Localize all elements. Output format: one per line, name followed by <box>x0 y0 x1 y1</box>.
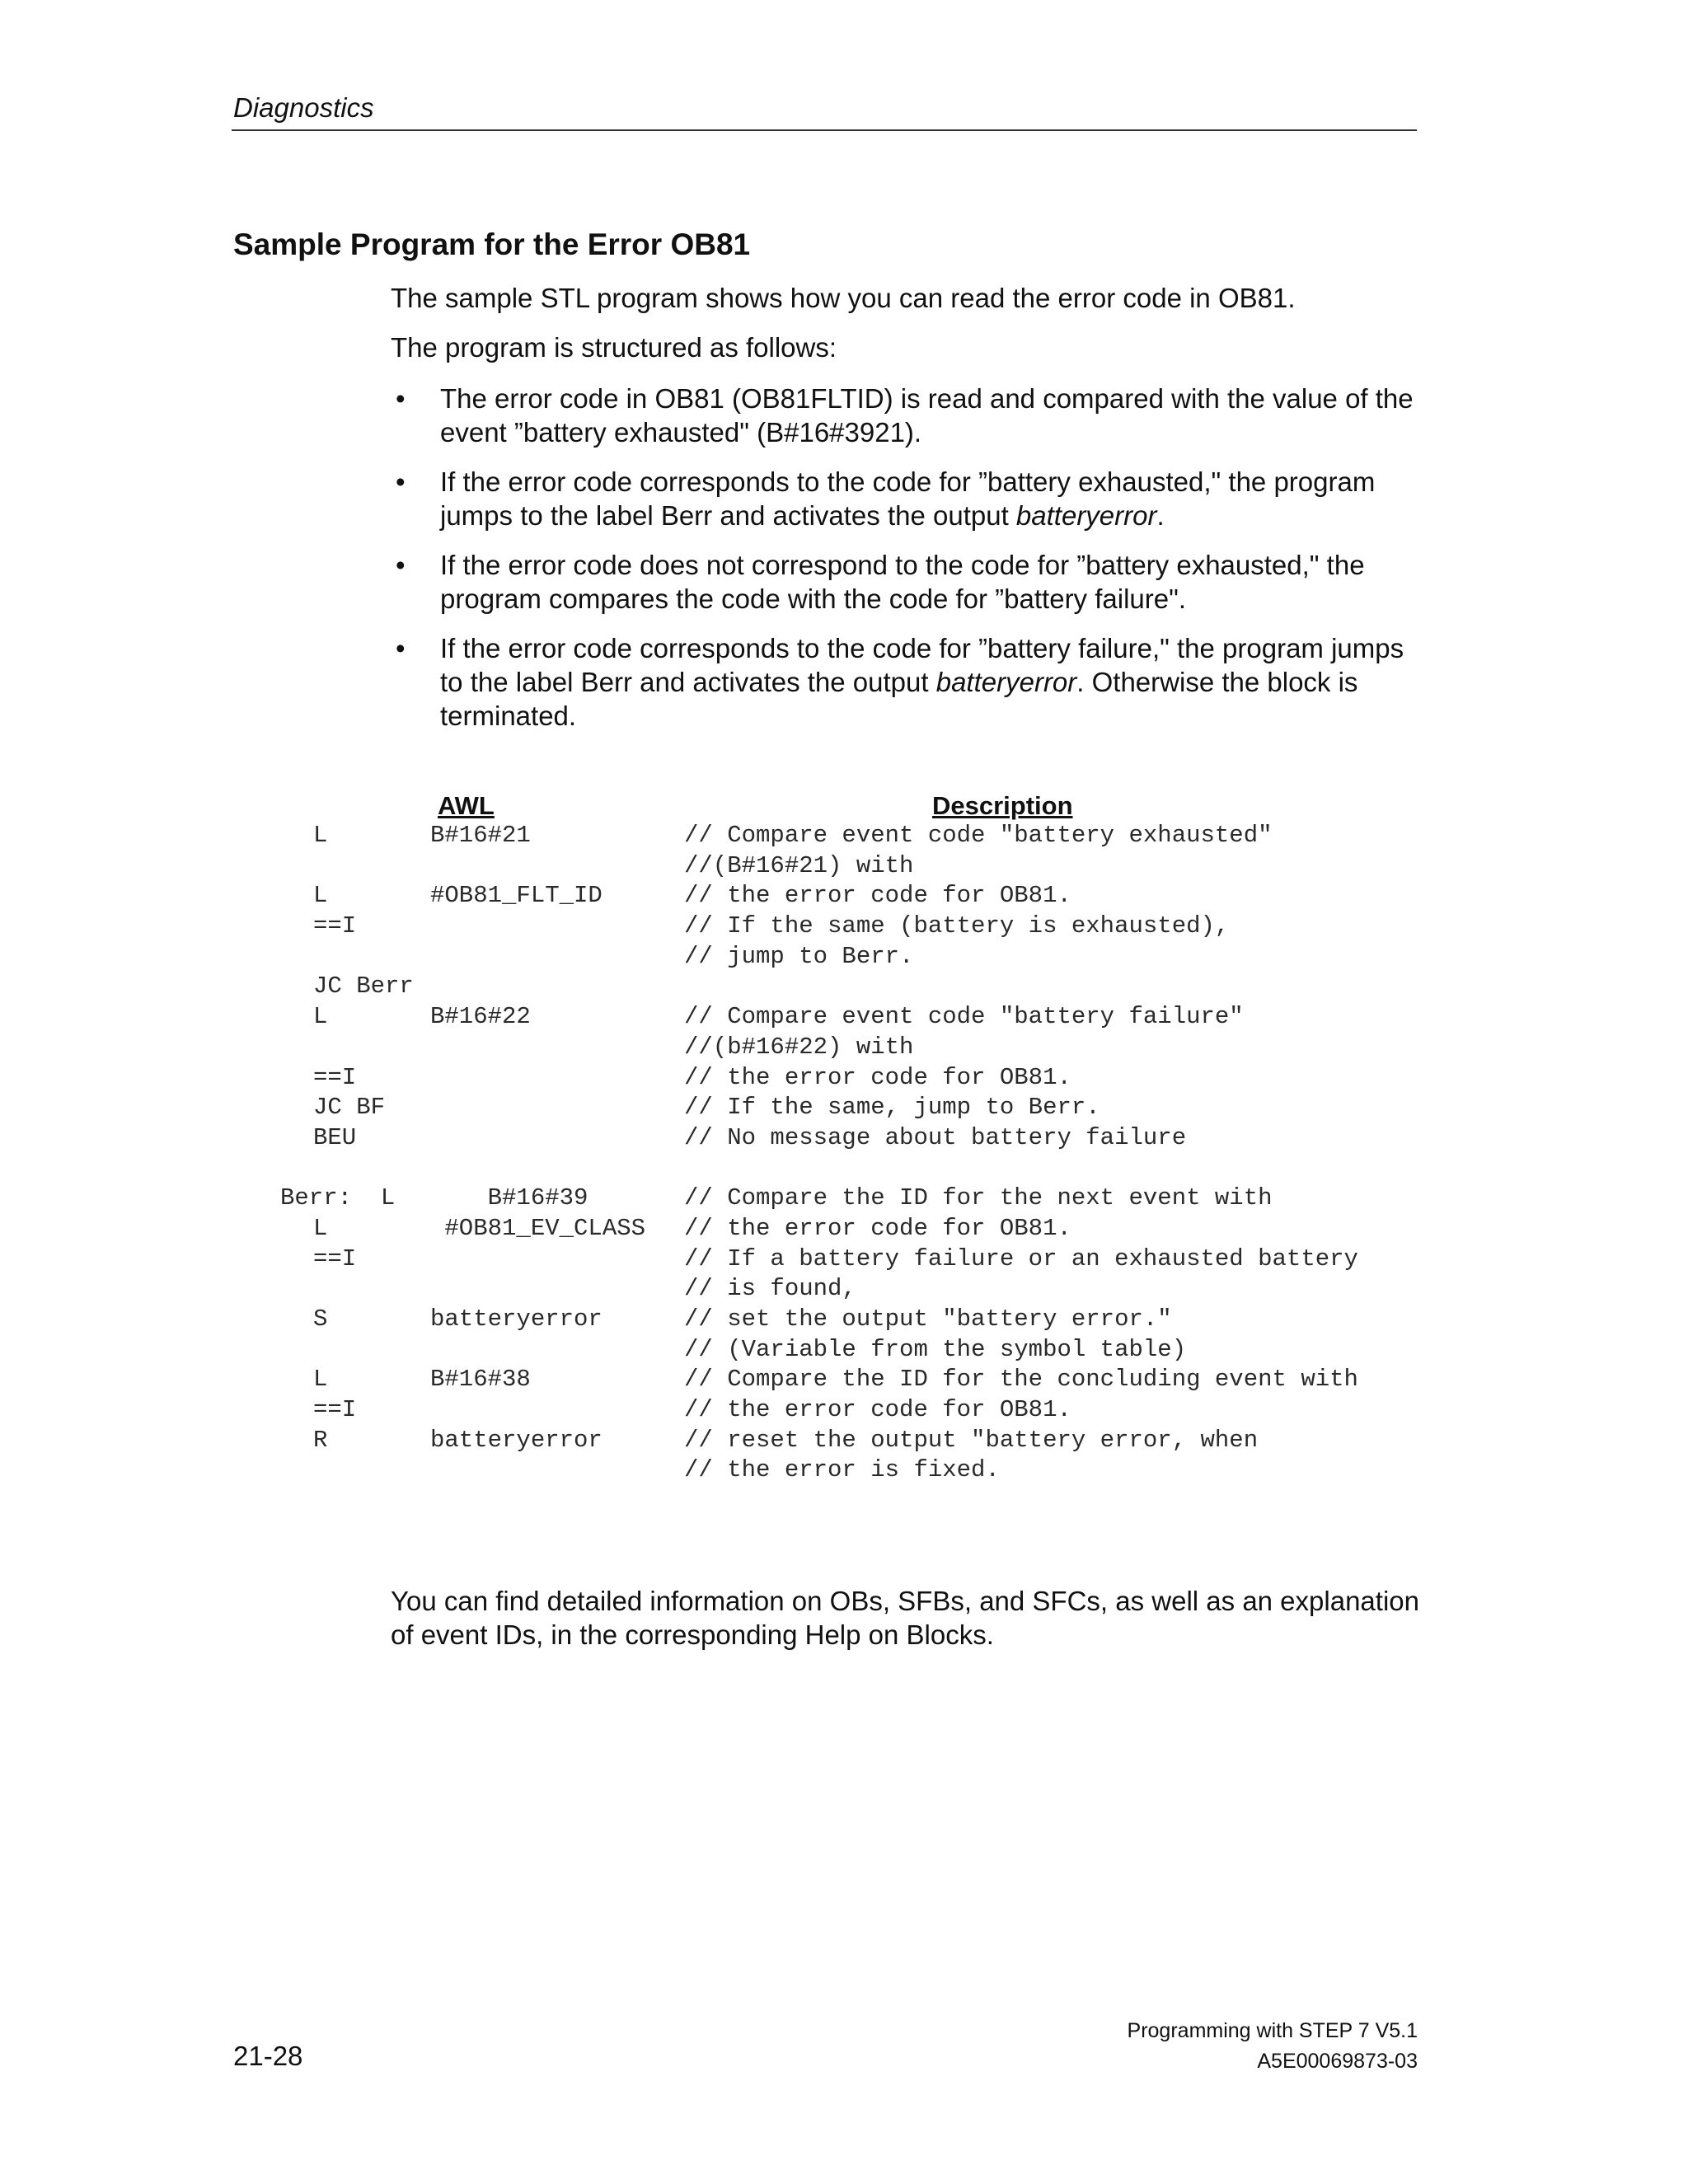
code-line <box>0 1002 1688 1033</box>
code-comment: // the error code for OB81. <box>684 1063 1071 1091</box>
structure-lead: The program is structured as follows: <box>391 332 837 363</box>
code-comment: // the error code for OB81. <box>684 882 1071 910</box>
code-line <box>0 942 1688 972</box>
code-instruction: JC BF <box>313 1094 386 1122</box>
code-instruction: S <box>313 1305 328 1333</box>
code-comment: // If the same (battery is exhausted), <box>684 912 1230 940</box>
intro-paragraph: The sample STL program shows how you can read the error code in OB81. <box>391 283 1296 313</box>
code-line <box>0 1365 1688 1395</box>
code-line <box>0 1033 1688 1063</box>
code-comment: //(B#16#21) with <box>684 851 914 879</box>
code-comment: // If the same, jump to Berr. <box>684 1094 1100 1122</box>
code-operand: #OB81_EV_CLASS <box>430 1214 646 1242</box>
bullet-icon: • <box>396 383 406 414</box>
code-operand: batteryerror <box>430 1305 603 1333</box>
code-operand: B#16#22 <box>430 1003 531 1031</box>
column-header-awl: AWL <box>438 791 495 820</box>
code-comment: // the error code for OB81. <box>684 1214 1071 1242</box>
code-line <box>0 1426 1688 1456</box>
list-item-tail: . <box>1156 500 1165 531</box>
code-label: Berr: L <box>280 1184 396 1212</box>
bullet-icon: • <box>396 550 406 580</box>
code-line <box>0 821 1688 851</box>
code-comment: // jump to Berr. <box>684 942 914 970</box>
code-instruction: JC Berr <box>313 972 414 1001</box>
code-comment: // No message about battery failure <box>684 1123 1187 1151</box>
code-comment: // the error is fixed. <box>684 1456 1000 1484</box>
document-number: A5E00069873-03 <box>1257 2050 1418 2073</box>
code-comment: // set the output "battery error." <box>684 1305 1172 1333</box>
code-operand: #OB81_FLT_ID <box>430 882 603 910</box>
list-item <box>391 465 1421 532</box>
bullet-icon: • <box>396 466 406 497</box>
list-item-text: If the error code corresponds to the code for ”battery failure," the program jumps to the label Berr and activates the output <box>440 633 1404 697</box>
code-line <box>0 851 1688 882</box>
code-line <box>0 1335 1688 1366</box>
list-item <box>391 382 1421 449</box>
code-line <box>0 1154 1688 1184</box>
list-item-emphasis: batteryerror <box>1015 500 1157 531</box>
header-rule <box>232 129 1417 131</box>
list-item-emphasis: batteryerror <box>935 667 1077 697</box>
code-comment: // Compare event code "battery failure" <box>684 1003 1244 1031</box>
running-head: Diagnostics <box>233 92 374 123</box>
code-comment: // (Variable from the symbol table) <box>684 1335 1187 1363</box>
book-title: Programming with STEP 7 V5.1 <box>1127 2019 1418 2042</box>
code-instruction: L <box>313 1214 328 1242</box>
code-instruction: BEU <box>313 1123 357 1151</box>
list-item-text: The error code in OB81 (OB81FLTID) is read and compared with the value of the event ”battery exhausted" (B#16#3921). <box>440 383 1414 448</box>
code-instruction: ==I <box>313 1063 357 1091</box>
bullet-icon: • <box>396 633 406 663</box>
column-header-description: Description <box>932 791 1073 820</box>
closing-paragraph: You can find detailed information on OBs, SFBs, and SFCs, as well as an explanation of event IDs, in the corresponding Help on Blocks. <box>391 1586 1419 1650</box>
code-operand: B#16#21 <box>430 822 531 849</box>
code-instruction: ==I <box>313 1396 357 1424</box>
code-line <box>0 1455 1688 1486</box>
section-title: Sample Program for the Error OB81 <box>233 227 751 261</box>
list-item-text: If the error code does not correspond to the code for ”battery exhausted," the program compares the code with the code for ”battery failure". <box>440 550 1365 614</box>
code-line <box>0 1274 1688 1305</box>
code-instruction: ==I <box>313 912 357 940</box>
list-item <box>391 631 1421 733</box>
code-instruction: L <box>313 822 328 849</box>
code-line <box>0 1183 1688 1214</box>
code-comment: // is found, <box>684 1275 856 1303</box>
code-line <box>0 1395 1688 1426</box>
program-structure-list <box>391 382 1421 748</box>
code-comment: // reset the output "battery error, when <box>684 1426 1259 1454</box>
code-comment: // Compare the ID for the next event with <box>684 1184 1273 1212</box>
stl-code-listing <box>0 821 1688 1486</box>
code-comment: // If a battery failure or an exhausted battery <box>684 1244 1358 1272</box>
code-instruction: L <box>313 882 328 910</box>
code-line <box>0 1214 1688 1244</box>
code-comment: // the error code for OB81. <box>684 1396 1071 1424</box>
code-instruction: R <box>313 1426 328 1454</box>
page-number: 21-28 <box>233 2041 303 2071</box>
code-line <box>0 1305 1688 1335</box>
code-line <box>0 972 1688 1002</box>
code-instruction: ==I <box>313 1244 357 1272</box>
code-line <box>0 912 1688 942</box>
code-instruction: L <box>313 1003 328 1031</box>
code-instruction: L <box>313 1366 328 1394</box>
code-line <box>0 881 1688 912</box>
code-operand: B#16#39 <box>430 1184 588 1212</box>
code-line <box>0 1123 1688 1154</box>
code-comment: //(b#16#22) with <box>684 1033 914 1061</box>
list-item-tail: . Otherwise the block is terminated. <box>440 667 1358 731</box>
list-item-text: If the error code corresponds to the code for ”battery exhausted," the program jumps to the label Berr and activates the output <box>440 466 1376 531</box>
code-operand: batteryerror <box>430 1426 603 1454</box>
list-item <box>391 548 1421 616</box>
code-line <box>0 1063 1688 1094</box>
code-line <box>0 1244 1688 1275</box>
code-comment: // Compare event code "battery exhausted" <box>684 822 1273 849</box>
code-operand: B#16#38 <box>430 1366 531 1394</box>
code-comment: // Compare the ID for the concluding event with <box>684 1366 1358 1394</box>
code-line <box>0 1093 1688 1123</box>
